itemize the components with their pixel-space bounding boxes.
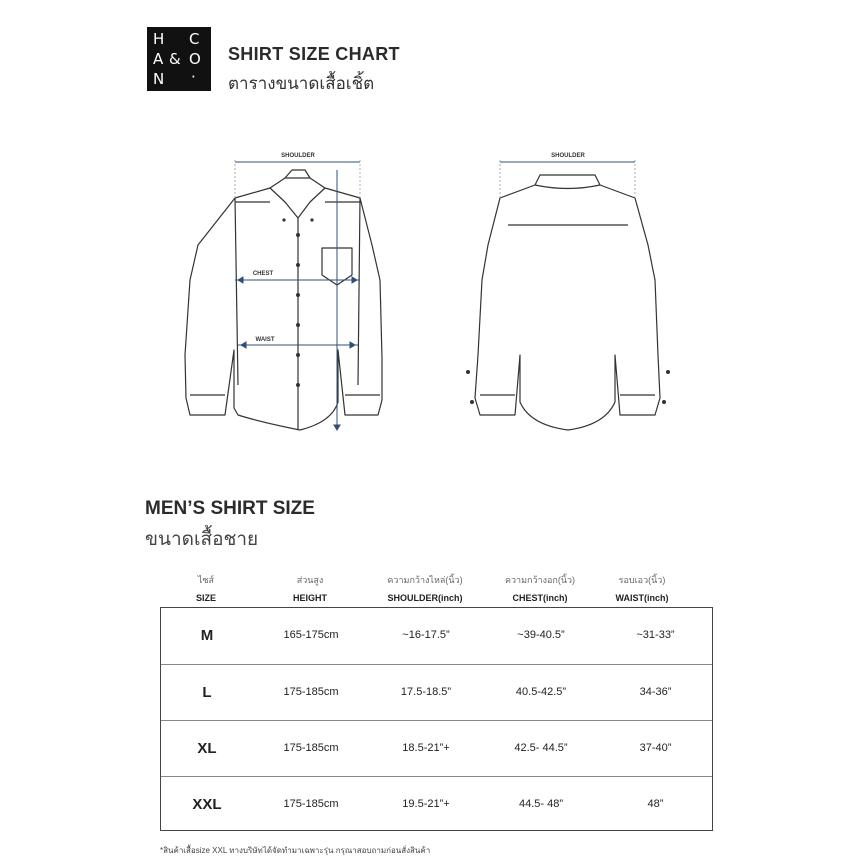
cell-chest: 42.5- 44.5” [514, 742, 568, 754]
footnote: *สินค้าเสื้อsize XXL ทางบริษัทได้จัดทำมาเฉพาะรุ่น กรุณาสอบถามก่อนสั่งสินค้า [160, 846, 431, 855]
col-header-shoulder-en: SHOULDER(inch) [387, 593, 463, 603]
section-title: MEN’S SHIRT SIZE [145, 498, 315, 519]
section-title-thai: ขนาดเสื้อชาย [145, 529, 259, 550]
back-shoulder-label: SHOULDER [551, 153, 585, 159]
size-table [160, 607, 713, 831]
col-header-waist-th: รอบเอว(นิ้ว) [618, 575, 666, 585]
cell-size: L [202, 684, 212, 701]
logo-dot: · [191, 68, 196, 86]
col-header-size-th: ไซส์ [197, 575, 215, 585]
col-header-shoulder-th: ความกว้างไหล่(นิ้ว) [387, 575, 463, 585]
cell-shoulder: 18.5-21”+ [402, 742, 450, 754]
cell-chest: 40.5-42.5” [515, 686, 567, 698]
cell-chest: 44.5- 48” [518, 798, 564, 810]
col-header-chest-th: ความกว้างอก(นิ้ว) [504, 575, 576, 585]
col-header-chest-en: CHEST(inch) [512, 593, 568, 603]
logo-letter-a: A [153, 50, 164, 68]
table-row [161, 776, 712, 832]
cell-size: M [200, 627, 214, 644]
col-header-size-en: SIZE [195, 593, 216, 603]
logo-letter-n: N [153, 70, 165, 88]
cell-height: 175-185cm [283, 686, 339, 698]
page-title: SHIRT SIZE CHART [228, 44, 400, 64]
front-shirt-icon [185, 170, 382, 430]
col-header-height-en: HEIGHT [292, 593, 327, 603]
cell-waist: 48” [647, 798, 664, 810]
front-shoulder-label: SHOULDER [281, 153, 315, 159]
cell-size: XXL [192, 796, 222, 813]
logo-letter-c: C [189, 30, 200, 48]
col-header-waist [567, 573, 717, 603]
cell-chest: ~39-40.5” [517, 629, 565, 641]
table-row [161, 664, 712, 720]
cell-waist: ~31-33” [636, 629, 675, 641]
page-title-thai: ตารางขนาดเสื้อเชิ้ต [228, 74, 375, 93]
table-row [161, 608, 712, 664]
cell-height: 165-175cm [283, 629, 339, 641]
col-header-waist-en: WAIST(inch) [615, 593, 669, 603]
brand-logo [147, 27, 211, 91]
cell-waist: 37-40” [639, 742, 672, 754]
cell-shoulder: ~16-17.5” [402, 629, 450, 641]
cell-shoulder: 17.5-18.5” [400, 686, 452, 698]
shirt-diagram [160, 140, 720, 450]
cell-height: 175-185cm [283, 798, 339, 810]
shirt-illustration [160, 140, 720, 450]
chest-label: CHEST [252, 271, 274, 277]
cell-size: XL [197, 740, 217, 757]
logo-letter-h: H [153, 30, 165, 48]
cell-waist: 34-36” [639, 686, 672, 698]
col-header-height-th: ส่วนสูง [296, 575, 324, 585]
cell-height: 175-185cm [283, 742, 339, 754]
table-row [161, 720, 712, 776]
logo-letter-o: O [189, 50, 201, 68]
back-shirt-icon [475, 175, 660, 430]
cell-shoulder: 19.5-21”+ [402, 798, 450, 810]
logo-ampersand: & [169, 50, 181, 68]
waist-label: WAIST [255, 337, 275, 343]
